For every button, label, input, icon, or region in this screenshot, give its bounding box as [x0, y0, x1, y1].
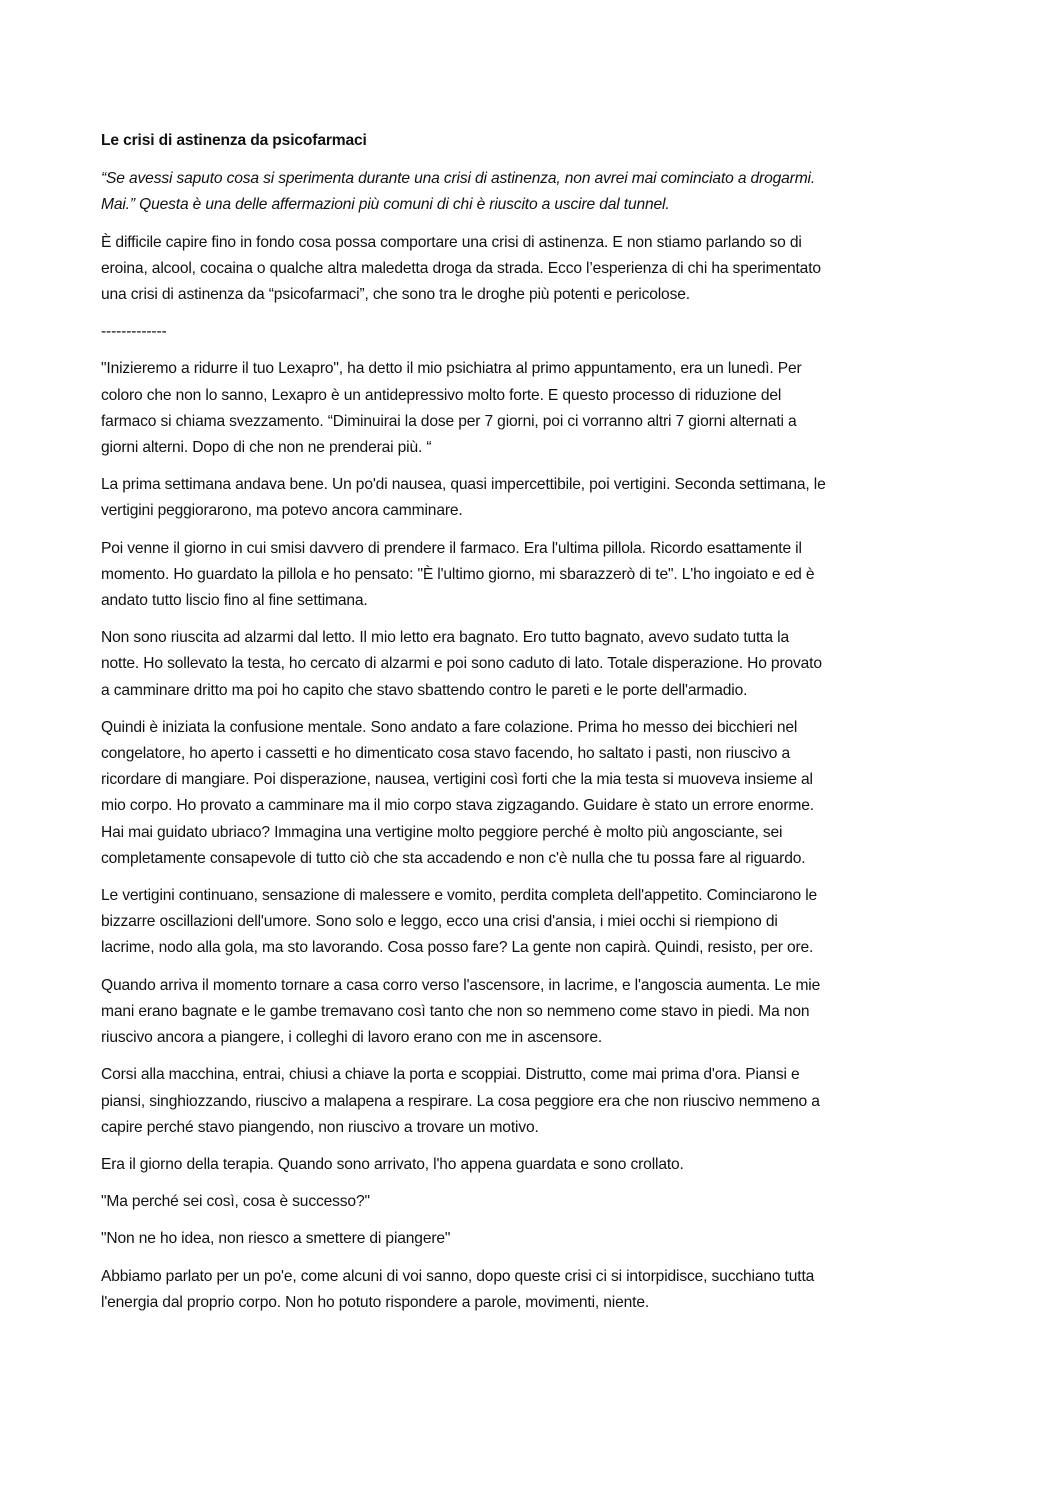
paragraph [101, 356, 971, 461]
paragraph [101, 1152, 971, 1178]
text-line: mio corpo. Ho provato a camminare ma il mio corpo stava zigzagando. Guidare è stato un errore enorme. [101, 797, 814, 815]
text-line: coloro che non lo sanno, Lexapro è un antidepressivo molto forte. E questo processo di riduzione del [101, 386, 782, 404]
text-line: Hai mai guidato ubriaco? Immagina una vertigine molto peggiore perché è molto più angosciante, sei [101, 823, 783, 841]
text-line: Poi venne il giorno in cui smisi davvero di prendere il farmaco. Era l'ultima pillola. Ricordo esattamente il [101, 539, 802, 557]
text-line: Mai.” Questa è una delle affermazioni più comuni di chi è riuscito a uscire dal tunnel. [101, 196, 670, 214]
paragraph [101, 883, 971, 962]
text-line: congelatore, ho aperto i cassetti e ho dimenticato cosa stavo facendo, ho saltato i pasti, non riuscivo a [101, 745, 790, 763]
text-line: giorni alterni. Dopo di che non ne prenderai più. “ [101, 439, 432, 457]
text-line: È difficile capire fino in fondo cosa possa comportare una crisi di astinenza. E non stiamo parlando so di [101, 233, 802, 251]
text-line: una crisi di astinenza da “psicofarmaci”, che sono tra le droghe più potenti e pericolose. [101, 286, 690, 304]
text-line: l'energia dal proprio corpo. Non ho potuto rispondere a parole, movimenti, niente. [101, 1293, 650, 1311]
paragraph [101, 472, 971, 524]
text-line: a camminare dritto ma poi ho capito che stavo sbattendo contro le pareti e le porte dell'armadio. [101, 681, 748, 699]
paragraph [101, 625, 971, 704]
document-body [101, 166, 971, 1316]
text-line: andato tutto liscio fino al fine settimana. [101, 592, 368, 610]
text-line: bizzarre oscillazioni dell'umore. Sono solo e leggo, ecco una crisi d'ansia, i miei occhi si riempiono di [101, 913, 778, 931]
paragraph [101, 536, 971, 615]
paragraph [101, 319, 971, 345]
text-line: riuscivo ancora a piangere, i colleghi di lavoro erano con me in ascensore. [101, 1029, 603, 1047]
text-line: Abbiamo parlato per un po'e, come alcuni di voi sanno, dopo queste crisi ci si intorpidisce, succhiano tutta [101, 1267, 815, 1285]
text-line: eroina, alcool, cocaina o qualche altra maledetta droga da strada. Ecco l’esperienza di chi ha sperimentato [101, 259, 821, 277]
text-line: ricordare di mangiare. Poi disperazione, nausea, vertigini così forti che la mia testa si muoveva insieme al [101, 771, 813, 789]
text-line: Le vertigini continuano, sensazione di malessere e vomito, perdita completa dell'appetito. Cominciarono le [101, 887, 818, 905]
text-line: farmaco si chiama svezzamento. “Diminuirai la dose per 7 giorni, poi ci vorranno altri 7 giorni alternati a [101, 412, 797, 430]
paragraph [101, 230, 971, 309]
text-line: completamente consapevole di tutto ciò che sta accadendo e non c'è nulla che tu possa fare al riguardo. [101, 849, 806, 867]
text-line: mani erano bagnate e le gambe tremavano così tanto che non so nemmeno come stavo in piedi. Ma non [101, 1002, 810, 1020]
text-line: "Inizieremo a ridurre il tuo Lexapro", ha detto il mio psichiatra al primo appuntamento, era un lunedì. Per [101, 360, 802, 378]
text-line: “Se avessi saputo cosa si sperimenta durante una crisi di astinenza, non avrei mai cominciato a drogarmi. [101, 170, 816, 188]
document-page [101, 128, 971, 1327]
text-line: La prima settimana andava bene. Un po'di nausea, quasi impercettibile, poi vertigini. Seconda settimana, le [101, 476, 826, 494]
text-line: Era il giorno della terapia. Quando sono arrivato, l'ho appena guardata e sono crollato. [101, 1155, 684, 1173]
text-line: vertigini peggiorarono, ma potevo ancora camminare. [101, 502, 463, 520]
paragraph [101, 715, 971, 872]
text-line: Corsi alla macchina, entrai, chiusi a chiave la porta e scoppiai. Distrutto, come mai prima d'ora. Piansi e [101, 1066, 800, 1084]
text-line: "Ma perché sei così, cosa è successo?" [101, 1193, 370, 1211]
paragraph [101, 1062, 971, 1141]
text-line: lacrime, nodo alla gola, ma sto lavorando. Cosa posso fare? La gente non capirà. Quindi, resisto, per ore. [101, 939, 814, 957]
paragraph [101, 1189, 971, 1215]
text-line: Quindi è iniziata la confusione mentale. Sono andato a fare colazione. Prima ho messo dei bicchieri nel [101, 718, 798, 736]
document-title: Le crisi di astinenza da psicofarmaci [101, 132, 367, 149]
text-line: piansi, singhiozzando, riuscivo a malapena a respirare. La cosa peggiore era che non riuscivo nemmeno a [101, 1092, 820, 1110]
paragraph [101, 1226, 971, 1252]
text-line: Non sono riuscita ad alzarmi dal letto. Il mio letto era bagnato. Ero tutto bagnato, avevo sudato tutta la [101, 629, 789, 647]
paragraph [101, 166, 971, 218]
text-line: "Non ne ho idea, non riesco a smettere di piangere" [101, 1230, 451, 1248]
paragraph [101, 1264, 971, 1316]
text-line: capire perché stavo piangendo, non riuscivo a trovare un motivo. [101, 1118, 539, 1136]
text-line: ------------- [101, 323, 167, 341]
text-line: Quando arriva il momento tornare a casa corro verso l'ascensore, in lacrime, e l'angoscia aumenta. Le mie [101, 976, 821, 994]
paragraph [101, 973, 971, 1052]
text-line: momento. Ho guardato la pillola e ho pensato: "È l'ultimo giorno, mi sbarazzerò di te". L'ho ingoiato e ed è [101, 565, 815, 583]
text-line: notte. Ho sollevato la testa, ho cercato di alzarmi e poi sono caduto di lato. Totale disperazione. Ho provato [101, 655, 822, 673]
